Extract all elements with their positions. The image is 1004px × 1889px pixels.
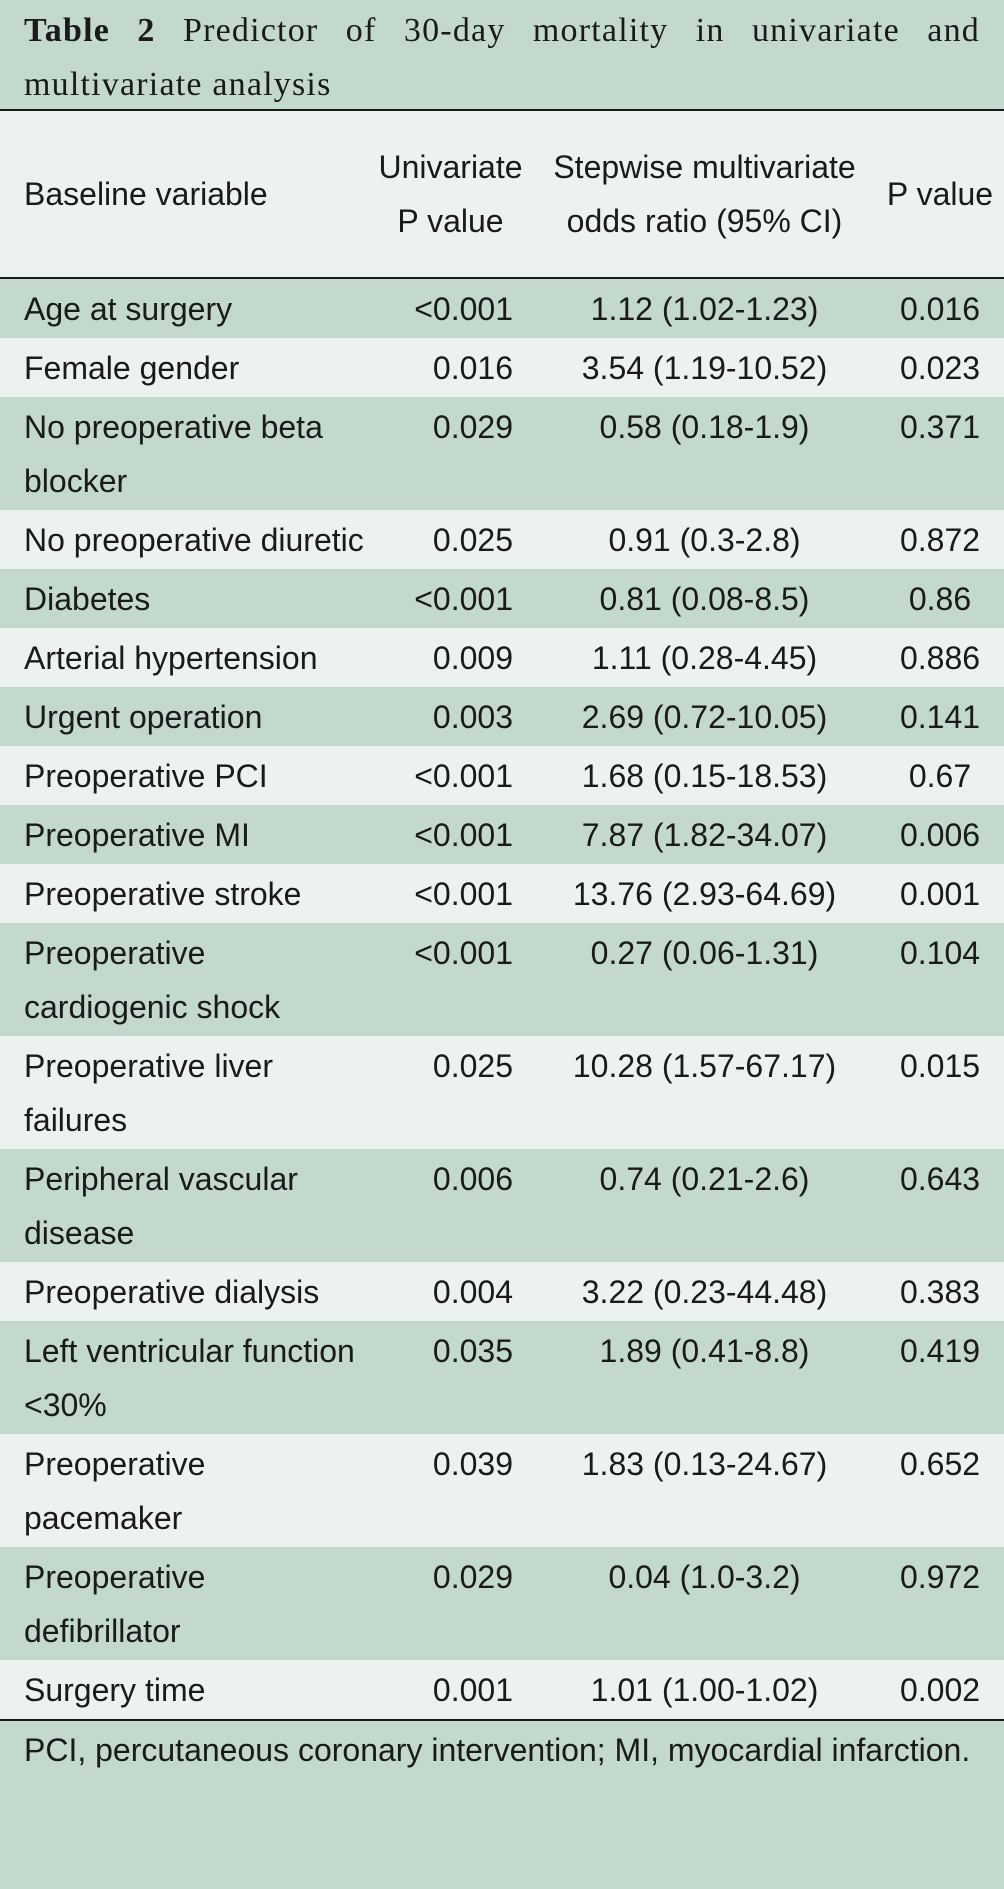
table-row [0, 687, 1004, 746]
cell-univariate-p: 0.025 [432, 1048, 513, 1084]
table-row [0, 1036, 1004, 1149]
cell-univariate-p: 0.006 [432, 1161, 513, 1197]
cell-baseline-variable: Preoperative PCI [24, 758, 268, 794]
table-row [0, 1149, 1004, 1262]
cell-odds-ratio: 0.58 (0.18-1.9) [599, 409, 810, 445]
table-row [0, 1660, 1004, 1720]
table-row [0, 923, 1004, 1036]
cell-odds-ratio: 0.04 (1.0-3.2) [608, 1559, 801, 1595]
cell-odds-ratio: 7.87 (1.82-34.07) [581, 817, 828, 853]
cell-univariate-p: 0.009 [432, 640, 513, 676]
cell-p-value: 0.002 [899, 1672, 981, 1708]
header-baseline-variable: Baseline variable [24, 176, 268, 212]
cell-univariate-p: 0.003 [432, 699, 513, 735]
cell-p-value: 0.141 [899, 699, 981, 735]
table-body [0, 278, 1004, 1720]
cell-univariate-p: <0.001 [414, 291, 513, 327]
cell-p-value: 0.872 [899, 522, 981, 558]
cell-univariate-p: <0.001 [414, 935, 513, 971]
cell-baseline-variable: Female gender [24, 350, 240, 386]
cell-odds-ratio: 0.81 (0.08-8.5) [599, 581, 810, 617]
mortality-table [0, 111, 1004, 1721]
header-p-value: P value [886, 176, 994, 212]
cell-p-value: 0.886 [899, 640, 981, 676]
cell-odds-ratio: 0.74 (0.21-2.6) [599, 1161, 810, 1197]
cell-odds-ratio: 13.76 (2.93-64.69) [572, 876, 837, 912]
caption-label: Table 2 [24, 12, 156, 49]
table-row [0, 805, 1004, 864]
cell-odds-ratio: 1.89 (0.41-8.8) [599, 1333, 810, 1369]
cell-univariate-p: 0.016 [432, 350, 513, 386]
table-row [0, 338, 1004, 397]
table-row [0, 1547, 1004, 1660]
table-row [0, 397, 1004, 510]
cell-p-value: 0.015 [899, 1048, 981, 1084]
cell-p-value: 0.972 [899, 1559, 981, 1595]
cell-odds-ratio: 3.54 (1.19-10.52) [581, 350, 828, 386]
cell-baseline-variable: Diabetes [24, 581, 151, 617]
cell-odds-ratio: 1.12 (1.02-1.23) [590, 291, 819, 327]
cell-univariate-p: 0.004 [432, 1274, 513, 1310]
cell-univariate-p: 0.029 [432, 409, 513, 445]
cell-baseline-variable: Surgery time [24, 1672, 206, 1708]
cell-univariate-p: 0.001 [432, 1672, 513, 1708]
cell-odds-ratio: 1.83 (0.13-24.67) [581, 1446, 828, 1482]
cell-baseline-variable: Arterial hypertension [24, 640, 318, 676]
cell-baseline-variable: Preoperative defibrillator [24, 1559, 206, 1649]
cell-baseline-variable: Preoperative MI [24, 817, 250, 853]
cell-odds-ratio: 2.69 (0.72-10.05) [581, 699, 828, 735]
cell-baseline-variable: Preoperative dialysis [24, 1274, 320, 1310]
cell-univariate-p: 0.039 [432, 1446, 513, 1482]
cell-univariate-p: <0.001 [414, 876, 513, 912]
table-row [0, 864, 1004, 923]
cell-p-value: 0.371 [899, 409, 981, 445]
cell-odds-ratio: 0.27 (0.06-1.31) [590, 935, 819, 971]
cell-baseline-variable: Preoperative cardiogenic shock [24, 935, 281, 1025]
cell-baseline-variable: Preoperative stroke [24, 876, 302, 912]
cell-odds-ratio: 1.11 (0.28-4.45) [591, 640, 818, 676]
cell-odds-ratio: 1.68 (0.15-18.53) [581, 758, 828, 794]
cell-p-value: 0.383 [899, 1274, 981, 1310]
cell-baseline-variable: No preoperative beta blocker [24, 409, 323, 499]
cell-baseline-variable: Preoperative pacemaker [24, 1446, 206, 1536]
header-univariate-p: Univariate P value [378, 149, 523, 239]
cell-univariate-p: <0.001 [414, 581, 513, 617]
cell-baseline-variable: Urgent operation [24, 699, 263, 735]
cell-p-value: 0.67 [908, 758, 972, 794]
cell-baseline-variable: Left ventricular function <30% [24, 1333, 355, 1423]
cell-univariate-p: <0.001 [414, 758, 513, 794]
cell-p-value: 0.104 [899, 935, 981, 971]
table-row [0, 1434, 1004, 1547]
caption-title: Predictor of 30-day mortality in univariate and multivariate analysis [24, 12, 980, 103]
cell-p-value: 0.023 [899, 350, 981, 386]
cell-odds-ratio: 3.22 (0.23-44.48) [581, 1274, 828, 1310]
header-multivariate-or: Stepwise multivariate odds ratio (95% CI) [553, 149, 856, 239]
cell-p-value: 0.652 [899, 1446, 981, 1482]
table-row [0, 569, 1004, 628]
cell-univariate-p: 0.025 [432, 522, 513, 558]
cell-univariate-p: 0.035 [432, 1333, 513, 1369]
cell-p-value: 0.006 [899, 817, 981, 853]
cell-baseline-variable: Peripheral vascular disease [24, 1161, 298, 1251]
cell-univariate-p: 0.029 [432, 1559, 513, 1595]
table-row [0, 746, 1004, 805]
table-row [0, 628, 1004, 687]
table-row [0, 1321, 1004, 1434]
cell-baseline-variable: No preoperative diuretic [24, 522, 364, 558]
header-row [0, 111, 1004, 278]
cell-p-value: 0.643 [899, 1161, 981, 1197]
cell-p-value: 0.016 [899, 291, 981, 327]
table-row [0, 510, 1004, 569]
cell-odds-ratio: 1.01 (1.00-1.02) [590, 1672, 819, 1708]
table-row [0, 278, 1004, 338]
cell-univariate-p: <0.001 [414, 817, 513, 853]
cell-p-value: 0.001 [899, 876, 981, 912]
table-footnote: PCI, percutaneous coronary intervention; MI, myocardial infarction. [0, 1721, 1004, 1777]
cell-baseline-variable: Age at surgery [24, 291, 233, 327]
cell-odds-ratio: 10.28 (1.57-67.17) [572, 1048, 837, 1084]
table-row [0, 1262, 1004, 1321]
cell-baseline-variable: Preoperative liver failures [24, 1048, 273, 1138]
cell-odds-ratio: 0.91 (0.3-2.8) [608, 522, 801, 558]
cell-p-value: 0.419 [899, 1333, 981, 1369]
table-caption [0, 0, 1004, 111]
cell-p-value: 0.86 [908, 581, 972, 617]
